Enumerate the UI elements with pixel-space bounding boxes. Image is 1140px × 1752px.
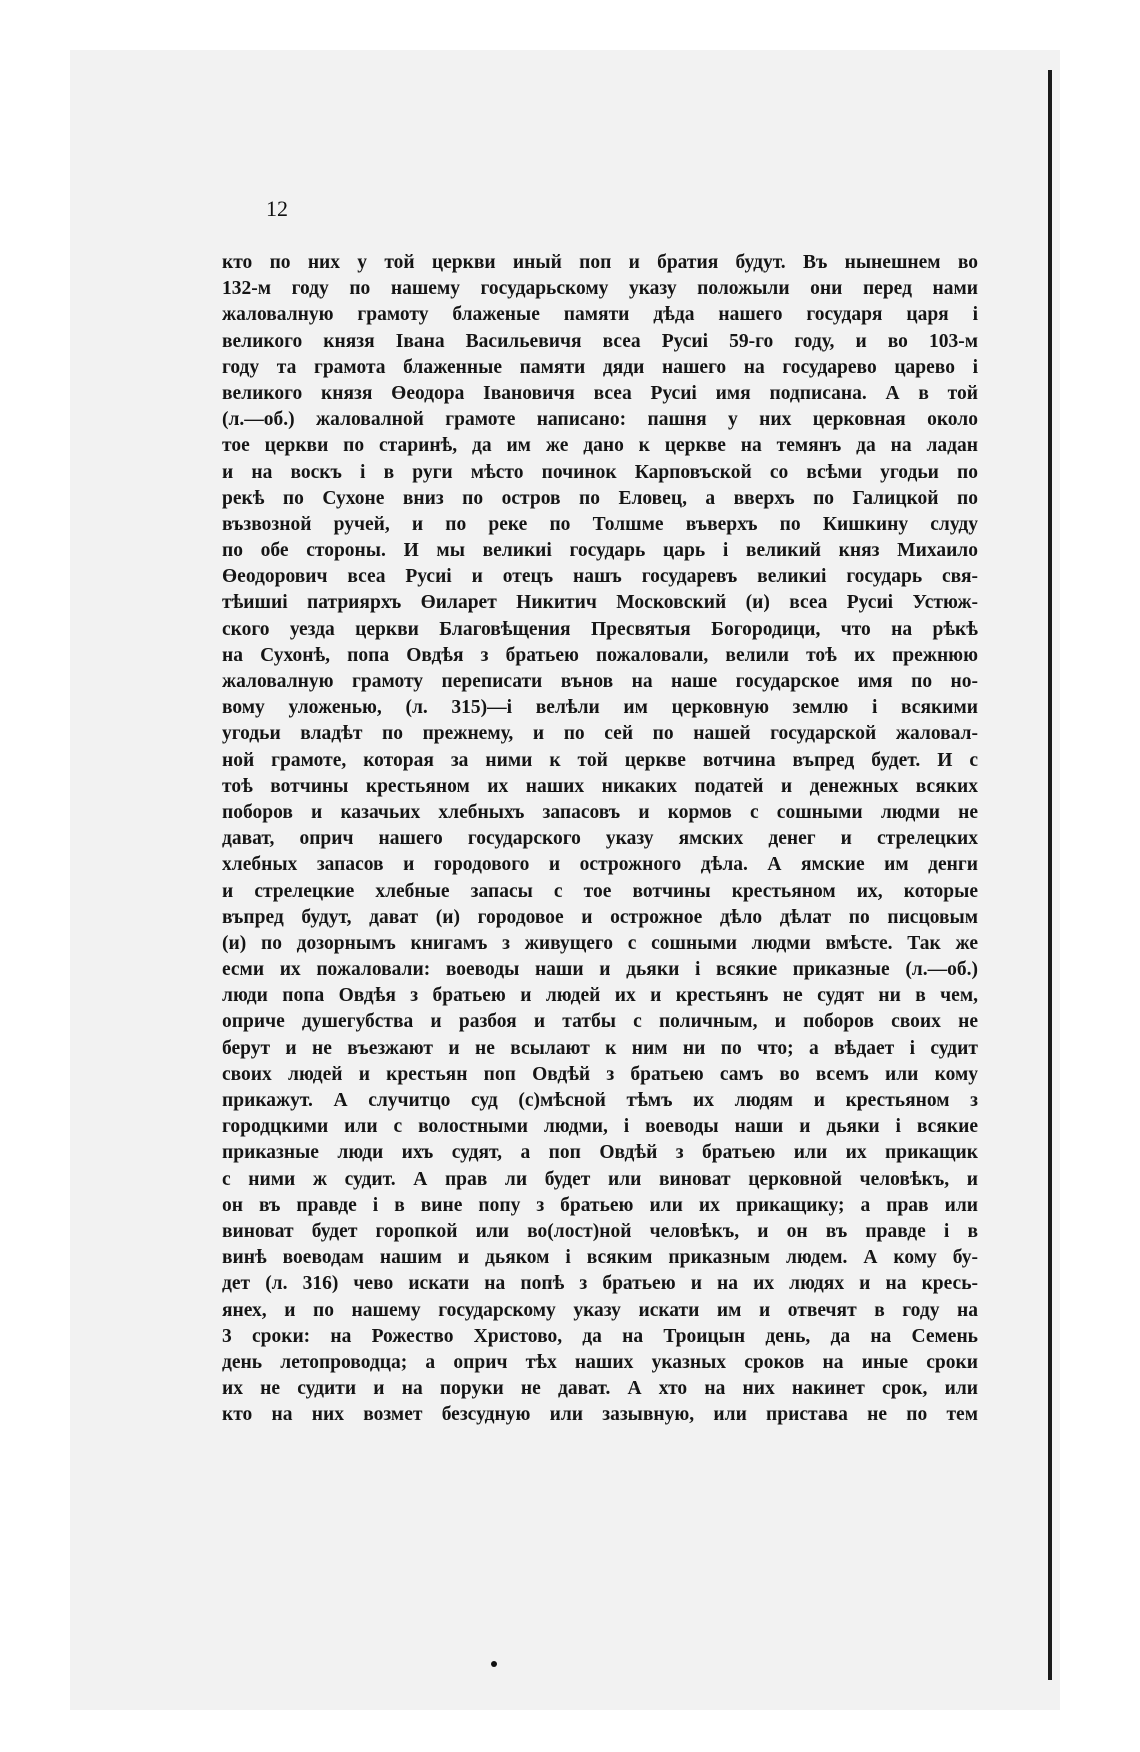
text-line: 132-м году по нашему государьскому указу положыли они перед нами [222, 278, 978, 300]
text-line: хлебных запасов и городового и острожного дѣла. А ямские им денги [222, 854, 978, 876]
footer-dot [491, 1661, 497, 1667]
text-line: на Сухонѣ, попа Овдѣя з братьею пожаловали, велили тоѣ их прежнюю [222, 644, 978, 666]
text-line: жаловалную грамоту переписати вънов на наше государское имя по но- [222, 671, 978, 692]
text-line: ского уезда церкви Благовѣщения Пресвятыя Богородици, что на рѣкѣ [222, 618, 978, 640]
text-line: по обе стороны. И мы великиі государь царь і великий княз Михаило [222, 540, 978, 562]
text-line: году та грамота блаженные памяти дяди нашего на государево царево і [222, 356, 978, 378]
text-line: тѣишиі патриярхъ Өиларет Никитич Московский (и) всеа Русиі Устюж- [222, 592, 978, 614]
text-line: възвозной ручей, и по реке по Толшме въверхъ по Кишкину слуду [222, 513, 978, 535]
text-line: угодьи владѣт по прежнему, и по сей по нашей государской жаловал- [222, 723, 978, 745]
text-line: виноват будет горопкой или во(лост)ной человѣкъ, и он въ правде і в [222, 1220, 978, 1242]
page-number: 12 [266, 196, 288, 221]
text-line: (и) по дозорнымъ книгамъ з живущего с сошными людми вмѣсте. Так же [222, 932, 978, 954]
text-line: их не судити и на поруки не дават. А хто на них накинет срок, или [222, 1378, 978, 1400]
text-line: берут и не въезжают и не всылают к ним ни по что; а вѣдает і судит [222, 1037, 978, 1059]
text-line: своих людей и крестьян поп Овдѣй з братьею самъ во всемъ или кому [222, 1063, 978, 1085]
text-line: кто на них возмет безсудную или зазывную, или пристава не по тем [222, 1404, 978, 1426]
text-line: винѣ воеводам нашим и дьяком і всяким приказным людем. А кому бу- [222, 1247, 978, 1269]
text-line: дават, оприч нашего государского указу ямских денег и стрелецких [222, 828, 978, 850]
text-line: (л.—об.) жаловалной грамоте написано: пашня у них церковная около [222, 409, 978, 431]
text-line: великого князя Івана Васильевичя всеа Русиі 59-го году, и во 103-м [222, 330, 978, 352]
text-line: городцкими или с волостными людми, і воеводы наши и дьяки і всякие [222, 1116, 978, 1138]
text-line: въпред будут, дават (и) городовое и острожное дѣло дѣлат по писцовым [222, 906, 978, 928]
text-line: и стрелецкие хлебные запасы с тое вотчины крестьяном их, которые [222, 880, 978, 902]
text-line: тоѣ вотчины крестьяном их наших никаких податей и денежных всяких [222, 775, 978, 797]
text-line: он въ правде і в вине попу з братьею или их прикащику; а прав или [222, 1194, 978, 1216]
page-edge-line [1048, 70, 1052, 1680]
text-line: жаловалную грамоту блаженые памяти дѣда нашего государя царя і [222, 304, 978, 326]
text-line: и на воскъ і в руги мѣсто починок Карповъской со всѣми угодьи по [222, 461, 978, 483]
body-text [222, 250, 978, 1428]
text-line: ной грамоте, которая за ними к той церкве вотчина въпред будет. И с [222, 749, 978, 771]
text-line: рекѣ по Сухоне вниз по остров по Еловец, а вверхъ по Галицкой по [222, 487, 978, 509]
text-line: Өеодорович всеа Русиі и отецъ нашъ государевъ великиі государь свя- [222, 566, 978, 588]
text-line: янех, и по нашему государскому указу искати им и отвечят в году на [222, 1299, 978, 1321]
text-line: вому уложенью, (л. 315)—і велѣли им церковную землю і всякими [222, 697, 978, 719]
text-line: с ними ж судит. А прав ли будет или виноват церковной человѣкъ, и [222, 1168, 978, 1190]
text-line: кто по них у той церкви иный поп и братия будут. Въ нынешнем во [222, 252, 978, 273]
text-line: великого князя Өеодора Івановичя всеа Русиі имя подписана. А в той [222, 382, 978, 404]
text-line: поборов и казачьих хлебныхъ запасовъ и кормов с сошными людми не [222, 801, 978, 823]
text-line: день летопроводца; а оприч тѣх наших указных сроков на иные сроки [222, 1351, 978, 1373]
text-line: прикажут. А случитцо суд (с)мѣсной тѣмъ их людям и крестьяном з [222, 1090, 978, 1111]
text-line: оприче душегубства и разбоя и татбы с поличным, и поборов своих не [222, 1011, 978, 1033]
text-line: приказные люди ихъ судят, а поп Овдѣй з братьею или их прикащик [222, 1142, 978, 1164]
text-line: 3 сроки: на Рожество Христово, да на Троицын день, да на Семень [222, 1325, 978, 1347]
text-line: дет (л. 316) чево искати на попѣ з братьею и на их людях и на кресь- [222, 1273, 978, 1295]
text-line: люди попа Овдѣя з братьею и людей их и крестьянъ не судят ни в чем, [222, 985, 978, 1007]
text-line: есми их пожаловали: воеводы наши и дьяки і всякие приказные (л.—об.) [222, 959, 978, 981]
text-line: тое церкви по старинѣ, да им же дано к церкве на темянъ да на ладан [222, 435, 978, 457]
